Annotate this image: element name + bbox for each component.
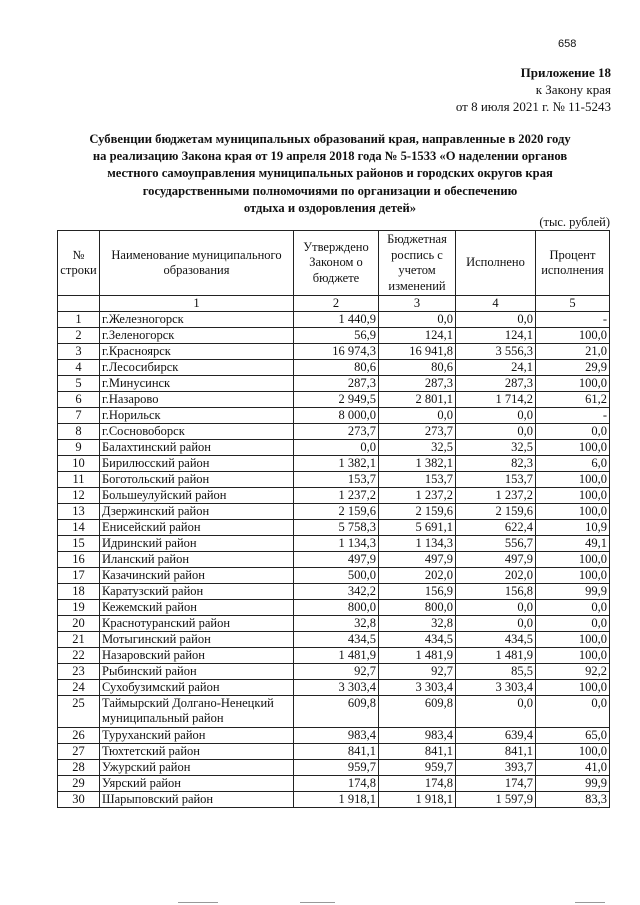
budget-list-amount: 0,0 <box>379 408 456 424</box>
municipality-name: г.Назарово <box>100 392 294 408</box>
approved-amount: 273,7 <box>294 424 379 440</box>
municipality-name: Ужурский район <box>100 760 294 776</box>
scan-mark <box>300 902 335 903</box>
budget-list-amount: 287,3 <box>379 376 456 392</box>
table-row <box>58 728 610 744</box>
table-row <box>58 536 610 552</box>
approved-amount: 32,8 <box>294 616 379 632</box>
budget-list-amount: 2 801,1 <box>379 392 456 408</box>
execution-percent: 0,0 <box>536 696 610 728</box>
executed-amount: 153,7 <box>456 472 536 488</box>
budget-list-amount: 32,5 <box>379 440 456 456</box>
header-budget-list: Бюджетная роспись с учетом изменений <box>379 231 456 296</box>
title-line: государственными полномочиями по организации и обеспечению <box>142 183 518 198</box>
table-row <box>58 568 610 584</box>
executed-amount: 556,7 <box>456 536 536 552</box>
executed-amount: 3 303,4 <box>456 680 536 696</box>
approved-amount: 16 974,3 <box>294 344 379 360</box>
execution-percent: 100,0 <box>536 680 610 696</box>
municipality-name: Бирилюсский район <box>100 456 294 472</box>
municipality-name: Назаровский район <box>100 648 294 664</box>
municipality-name: Дзержинский район <box>100 504 294 520</box>
table-row <box>58 424 610 440</box>
executed-amount: 0,0 <box>456 696 536 728</box>
municipality-name: Казачинский район <box>100 568 294 584</box>
budget-list-amount: 1 918,1 <box>379 792 456 808</box>
execution-percent: 41,0 <box>536 760 610 776</box>
execution-percent: 100,0 <box>536 552 610 568</box>
document-title <box>60 131 600 217</box>
approved-amount: 2 949,5 <box>294 392 379 408</box>
row-number: 6 <box>58 392 100 408</box>
table-row <box>58 584 610 600</box>
municipality-name: Сухобузимский район <box>100 680 294 696</box>
header-percent: Процент исполнения <box>536 231 610 296</box>
table-row <box>58 488 610 504</box>
row-number: 22 <box>58 648 100 664</box>
budget-list-amount: 1 481,9 <box>379 648 456 664</box>
row-number: 28 <box>58 760 100 776</box>
budget-list-amount: 0,0 <box>379 312 456 328</box>
approved-amount: 287,3 <box>294 376 379 392</box>
header-municipality: Наименование муниципального образования <box>100 231 294 296</box>
budget-list-amount: 5 691,1 <box>379 520 456 536</box>
executed-amount: 434,5 <box>456 632 536 648</box>
budget-list-amount: 1 237,2 <box>379 488 456 504</box>
executed-amount: 622,4 <box>456 520 536 536</box>
approved-amount: 959,7 <box>294 760 379 776</box>
row-number: 30 <box>58 792 100 808</box>
budget-list-amount: 1 134,3 <box>379 536 456 552</box>
municipality-name: Мотыгинский район <box>100 632 294 648</box>
execution-percent: 92,2 <box>536 664 610 680</box>
table-row <box>58 408 610 424</box>
approved-amount: 434,5 <box>294 632 379 648</box>
row-number: 15 <box>58 536 100 552</box>
municipality-name: г.Красноярск <box>100 344 294 360</box>
municipality-name: Иланский район <box>100 552 294 568</box>
executed-amount: 174,7 <box>456 776 536 792</box>
column-number <box>58 296 100 312</box>
table-row <box>58 376 610 392</box>
table-row <box>58 520 610 536</box>
municipality-name: Краснотуранский район <box>100 616 294 632</box>
approved-amount: 497,9 <box>294 552 379 568</box>
executed-amount: 2 159,6 <box>456 504 536 520</box>
budget-list-amount: 153,7 <box>379 472 456 488</box>
executed-amount: 82,3 <box>456 456 536 472</box>
budget-list-amount: 434,5 <box>379 632 456 648</box>
row-number: 26 <box>58 728 100 744</box>
budget-list-amount: 2 159,6 <box>379 504 456 520</box>
executed-amount: 0,0 <box>456 600 536 616</box>
table-header-row <box>58 231 610 296</box>
table-row <box>58 776 610 792</box>
approved-amount: 3 303,4 <box>294 680 379 696</box>
execution-percent: 99,9 <box>536 776 610 792</box>
row-number: 17 <box>58 568 100 584</box>
row-number: 16 <box>58 552 100 568</box>
budget-list-amount: 273,7 <box>379 424 456 440</box>
municipality-name: Таймырский Долгано-Ненецкий муниципальный район <box>100 696 294 728</box>
row-number: 10 <box>58 456 100 472</box>
execution-percent: 0,0 <box>536 424 610 440</box>
approved-amount: 1 440,9 <box>294 312 379 328</box>
execution-percent: 100,0 <box>536 632 610 648</box>
executed-amount: 156,8 <box>456 584 536 600</box>
executed-amount: 202,0 <box>456 568 536 584</box>
table-row <box>58 760 610 776</box>
municipality-name: Шарыповский район <box>100 792 294 808</box>
municipality-name: Большеулуйский район <box>100 488 294 504</box>
budget-list-amount: 16 941,8 <box>379 344 456 360</box>
municipality-name: Туруханский район <box>100 728 294 744</box>
table-body <box>58 312 610 808</box>
page-number: 658 <box>558 38 577 50</box>
approved-amount: 80,6 <box>294 360 379 376</box>
approved-amount: 92,7 <box>294 664 379 680</box>
header-executed: Исполнено <box>456 231 536 296</box>
header-approved: Утверждено Законом о бюджете <box>294 231 379 296</box>
table-row <box>58 696 610 728</box>
executed-amount: 3 556,3 <box>456 344 536 360</box>
approved-amount: 983,4 <box>294 728 379 744</box>
row-number: 13 <box>58 504 100 520</box>
budget-list-amount: 959,7 <box>379 760 456 776</box>
executed-amount: 24,1 <box>456 360 536 376</box>
approved-amount: 1 382,1 <box>294 456 379 472</box>
table-row <box>58 792 610 808</box>
table-row <box>58 440 610 456</box>
execution-percent: 100,0 <box>536 488 610 504</box>
executed-amount: 1 481,9 <box>456 648 536 664</box>
units-label: (тыс. рублей) <box>539 215 610 229</box>
executed-amount: 287,3 <box>456 376 536 392</box>
budget-list-amount: 124,1 <box>379 328 456 344</box>
approved-amount: 8 000,0 <box>294 408 379 424</box>
approved-amount: 1 481,9 <box>294 648 379 664</box>
budget-list-amount: 80,6 <box>379 360 456 376</box>
table-row <box>58 552 610 568</box>
budget-list-amount: 609,8 <box>379 696 456 728</box>
approved-amount: 609,8 <box>294 696 379 728</box>
budget-list-amount: 1 382,1 <box>379 456 456 472</box>
execution-percent: 83,3 <box>536 792 610 808</box>
table-row <box>58 504 610 520</box>
table-row <box>58 744 610 760</box>
municipality-name: Каратузский район <box>100 584 294 600</box>
table-row <box>58 680 610 696</box>
table-row <box>58 344 610 360</box>
municipality-name: Уярский район <box>100 776 294 792</box>
execution-percent: - <box>536 408 610 424</box>
executed-amount: 1 597,9 <box>456 792 536 808</box>
executed-amount: 32,5 <box>456 440 536 456</box>
approved-amount: 1 134,3 <box>294 536 379 552</box>
approved-amount: 174,8 <box>294 776 379 792</box>
approved-amount: 56,9 <box>294 328 379 344</box>
approved-amount: 1 918,1 <box>294 792 379 808</box>
execution-percent: 65,0 <box>536 728 610 744</box>
approved-amount: 342,2 <box>294 584 379 600</box>
column-number: 5 <box>536 296 610 312</box>
row-number: 19 <box>58 600 100 616</box>
municipality-name: Кежемский район <box>100 600 294 616</box>
column-number: 3 <box>379 296 456 312</box>
scan-artifacts <box>0 902 640 904</box>
budget-list-amount: 841,1 <box>379 744 456 760</box>
column-number: 4 <box>456 296 536 312</box>
budget-list-amount: 174,8 <box>379 776 456 792</box>
executed-amount: 0,0 <box>456 616 536 632</box>
municipality-name: г.Минусинск <box>100 376 294 392</box>
execution-percent: 49,1 <box>536 536 610 552</box>
executed-amount: 124,1 <box>456 328 536 344</box>
executed-amount: 1 237,2 <box>456 488 536 504</box>
title-line: Субвенции бюджетам муниципальных образований края, направленные в 2020 году <box>89 132 571 146</box>
appendix-law-ref: к Закону края <box>535 82 611 97</box>
execution-percent: 100,0 <box>536 504 610 520</box>
budget-list-amount: 156,9 <box>379 584 456 600</box>
row-number: 12 <box>58 488 100 504</box>
execution-percent: 29,9 <box>536 360 610 376</box>
appendix-header <box>456 64 611 115</box>
municipality-name: Идринский район <box>100 536 294 552</box>
row-number: 1 <box>58 312 100 328</box>
approved-amount: 5 758,3 <box>294 520 379 536</box>
executed-amount: 0,0 <box>456 424 536 440</box>
execution-percent: 100,0 <box>536 440 610 456</box>
municipality-name: г.Сосновоборск <box>100 424 294 440</box>
row-number: 8 <box>58 424 100 440</box>
scan-mark <box>178 902 218 903</box>
table-row <box>58 392 610 408</box>
row-number: 14 <box>58 520 100 536</box>
municipality-name: Енисейский район <box>100 520 294 536</box>
executed-amount: 85,5 <box>456 664 536 680</box>
budget-list-amount: 3 303,4 <box>379 680 456 696</box>
row-number: 5 <box>58 376 100 392</box>
row-number: 21 <box>58 632 100 648</box>
budget-list-amount: 497,9 <box>379 552 456 568</box>
title-line: отдыха и оздоровления детей» <box>243 200 417 215</box>
execution-percent: 100,0 <box>536 376 610 392</box>
executed-amount: 0,0 <box>456 408 536 424</box>
table-row <box>58 456 610 472</box>
scan-mark <box>575 902 605 903</box>
municipality-name: г.Норильск <box>100 408 294 424</box>
budget-list-amount: 202,0 <box>379 568 456 584</box>
table-row <box>58 360 610 376</box>
row-number: 29 <box>58 776 100 792</box>
municipality-name: Балахтинский район <box>100 440 294 456</box>
municipality-name: г.Зеленогорск <box>100 328 294 344</box>
appendix-label: Приложение 18 <box>520 65 611 80</box>
row-number: 27 <box>58 744 100 760</box>
execution-percent: 100,0 <box>536 328 610 344</box>
subvention-table <box>57 230 610 808</box>
table-row <box>58 312 610 328</box>
title-line: местного самоуправления муниципальных районов и городских округов края <box>107 166 553 181</box>
execution-percent: 100,0 <box>536 648 610 664</box>
row-number: 11 <box>58 472 100 488</box>
row-number: 25 <box>58 696 100 728</box>
row-number: 23 <box>58 664 100 680</box>
table-row <box>58 472 610 488</box>
row-number: 9 <box>58 440 100 456</box>
execution-percent: 0,0 <box>536 600 610 616</box>
approved-amount: 500,0 <box>294 568 379 584</box>
municipality-name: Боготольский район <box>100 472 294 488</box>
table-row <box>58 664 610 680</box>
municipality-name: Рыбинский район <box>100 664 294 680</box>
municipality-name: г.Лесосибирск <box>100 360 294 376</box>
row-number: 4 <box>58 360 100 376</box>
approved-amount: 800,0 <box>294 600 379 616</box>
approved-amount: 2 159,6 <box>294 504 379 520</box>
execution-percent: 100,0 <box>536 568 610 584</box>
budget-list-amount: 800,0 <box>379 600 456 616</box>
municipality-name: г.Железногорск <box>100 312 294 328</box>
row-number: 7 <box>58 408 100 424</box>
table-row <box>58 616 610 632</box>
executed-amount: 497,9 <box>456 552 536 568</box>
column-number-row <box>58 296 610 312</box>
execution-percent: 6,0 <box>536 456 610 472</box>
row-number: 24 <box>58 680 100 696</box>
executed-amount: 1 714,2 <box>456 392 536 408</box>
column-number: 1 <box>100 296 294 312</box>
executed-amount: 393,7 <box>456 760 536 776</box>
table-row <box>58 600 610 616</box>
execution-percent: 61,2 <box>536 392 610 408</box>
approved-amount: 0,0 <box>294 440 379 456</box>
header-row-number: № строки <box>58 231 100 296</box>
budget-list-amount: 32,8 <box>379 616 456 632</box>
table-row <box>58 328 610 344</box>
municipality-name: Тюхтетский район <box>100 744 294 760</box>
title-line: на реализацию Закона края от 19 апреля 2018 года № 5-1533 «О наделении органов <box>92 149 568 164</box>
execution-percent: 100,0 <box>536 472 610 488</box>
execution-percent: 10,9 <box>536 520 610 536</box>
executed-amount: 0,0 <box>456 312 536 328</box>
execution-percent: 100,0 <box>536 744 610 760</box>
approved-amount: 1 237,2 <box>294 488 379 504</box>
table-row <box>58 632 610 648</box>
row-number: 3 <box>58 344 100 360</box>
execution-percent: 99,9 <box>536 584 610 600</box>
row-number: 2 <box>58 328 100 344</box>
approved-amount: 153,7 <box>294 472 379 488</box>
executed-amount: 639,4 <box>456 728 536 744</box>
execution-percent: 21,0 <box>536 344 610 360</box>
budget-list-amount: 983,4 <box>379 728 456 744</box>
execution-percent: 0,0 <box>536 616 610 632</box>
appendix-law-date: от 8 июля 2021 г. № 11-5243 <box>455 99 611 114</box>
execution-percent: - <box>536 312 610 328</box>
row-number: 20 <box>58 616 100 632</box>
table-row <box>58 648 610 664</box>
approved-amount: 841,1 <box>294 744 379 760</box>
budget-list-amount: 92,7 <box>379 664 456 680</box>
executed-amount: 841,1 <box>456 744 536 760</box>
row-number: 18 <box>58 584 100 600</box>
column-number: 2 <box>294 296 379 312</box>
